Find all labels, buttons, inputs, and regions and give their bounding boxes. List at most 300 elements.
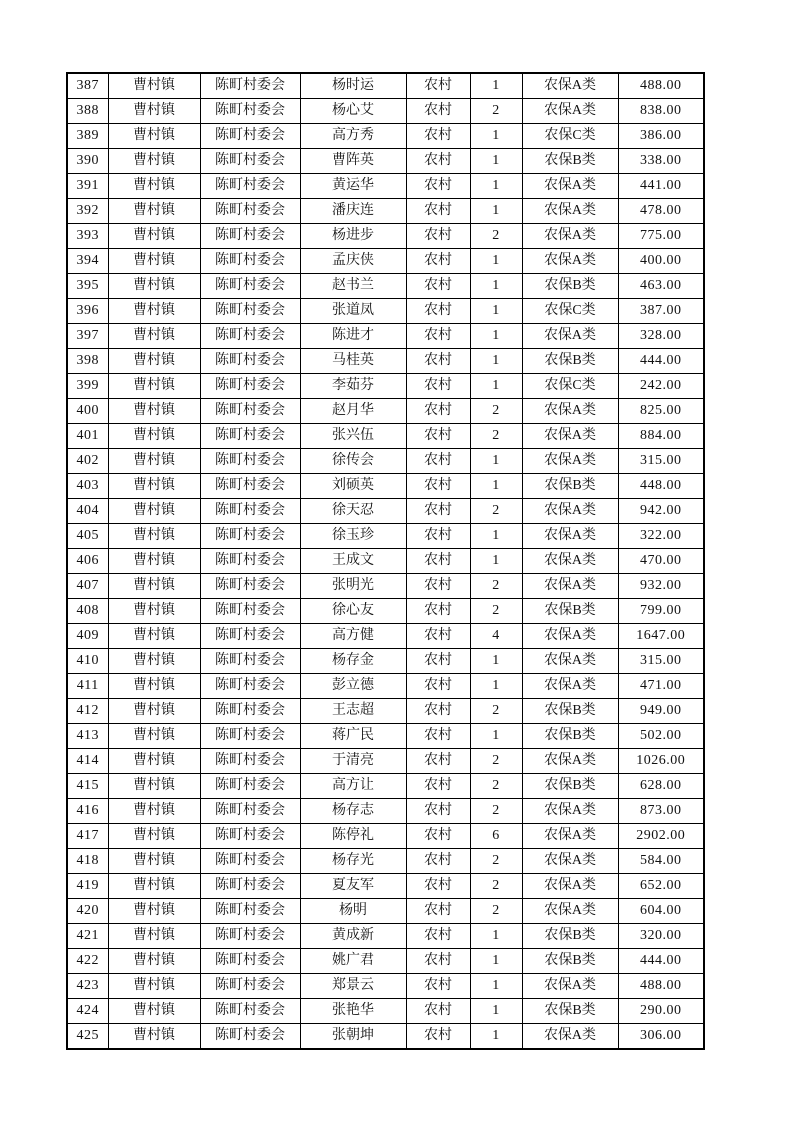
cell-person-count: 1 [470,924,522,949]
cell-person-name: 高方让 [300,774,406,799]
cell-category: 农村 [406,524,470,549]
cell-amount: 488.00 [618,73,704,99]
cell-amount: 652.00 [618,874,704,899]
cell-town: 曹村镇 [108,73,200,99]
cell-amount: 478.00 [618,199,704,224]
table-row [67,999,704,1024]
table-row [67,1024,704,1050]
cell-town: 曹村镇 [108,574,200,599]
table-row [67,674,704,699]
cell-village-committee: 陈町村委会 [200,699,300,724]
cell-insurance-type: 农保A类 [522,1024,618,1050]
cell-seq-number: 393 [67,224,108,249]
cell-person-count: 2 [470,499,522,524]
cell-amount: 320.00 [618,924,704,949]
cell-village-committee: 陈町村委会 [200,874,300,899]
cell-amount: 838.00 [618,99,704,124]
cell-category: 农村 [406,349,470,374]
table-row [67,73,704,99]
cell-person-count: 1 [470,324,522,349]
table-row [67,799,704,824]
table-row [67,224,704,249]
cell-insurance-type: 农保A类 [522,499,618,524]
cell-category: 农村 [406,799,470,824]
cell-insurance-type: 农保A类 [522,399,618,424]
cell-village-committee: 陈町村委会 [200,624,300,649]
table-row [67,499,704,524]
cell-amount: 444.00 [618,949,704,974]
cell-person-count: 4 [470,624,522,649]
cell-person-name: 马桂英 [300,349,406,374]
cell-person-count: 1 [470,374,522,399]
cell-town: 曹村镇 [108,799,200,824]
cell-village-committee: 陈町村委会 [200,899,300,924]
cell-town: 曹村镇 [108,749,200,774]
cell-seq-number: 387 [67,73,108,99]
cell-village-committee: 陈町村委会 [200,924,300,949]
cell-person-name: 杨存志 [300,799,406,824]
cell-town: 曹村镇 [108,699,200,724]
cell-person-count: 1 [470,1024,522,1050]
cell-amount: 502.00 [618,724,704,749]
cell-insurance-type: 农保A类 [522,574,618,599]
cell-amount: 1647.00 [618,624,704,649]
cell-amount: 328.00 [618,324,704,349]
cell-person-name: 陈进才 [300,324,406,349]
cell-amount: 799.00 [618,599,704,624]
cell-insurance-type: 农保A类 [522,974,618,999]
table-row [67,774,704,799]
cell-insurance-type: 农保B类 [522,349,618,374]
cell-village-committee: 陈町村委会 [200,774,300,799]
cell-person-count: 1 [470,149,522,174]
cell-person-count: 2 [470,899,522,924]
table-row [67,974,704,999]
cell-category: 农村 [406,199,470,224]
cell-town: 曹村镇 [108,874,200,899]
cell-amount: 290.00 [618,999,704,1024]
table-row [67,749,704,774]
cell-category: 农村 [406,649,470,674]
cell-amount: 448.00 [618,474,704,499]
cell-seq-number: 408 [67,599,108,624]
cell-insurance-type: 农保A类 [522,524,618,549]
cell-seq-number: 407 [67,574,108,599]
cell-category: 农村 [406,1024,470,1050]
cell-person-count: 2 [470,799,522,824]
table-row [67,149,704,174]
table-row [67,699,704,724]
cell-person-name: 张艳华 [300,999,406,1024]
cell-person-name: 孟庆侠 [300,249,406,274]
cell-town: 曹村镇 [108,999,200,1024]
cell-insurance-type: 农保B类 [522,774,618,799]
table-row [67,824,704,849]
table-row [67,549,704,574]
cell-amount: 306.00 [618,1024,704,1050]
cell-town: 曹村镇 [108,474,200,499]
cell-village-committee: 陈町村委会 [200,499,300,524]
cell-amount: 387.00 [618,299,704,324]
cell-person-count: 2 [470,224,522,249]
cell-category: 农村 [406,774,470,799]
cell-insurance-type: 农保C类 [522,374,618,399]
cell-town: 曹村镇 [108,824,200,849]
cell-town: 曹村镇 [108,274,200,299]
cell-person-name: 杨明 [300,899,406,924]
cell-seq-number: 389 [67,124,108,149]
cell-town: 曹村镇 [108,99,200,124]
cell-person-name: 夏友军 [300,874,406,899]
cell-category: 农村 [406,999,470,1024]
pension-records-table [66,72,705,1050]
table-row [67,274,704,299]
cell-insurance-type: 农保A类 [522,874,618,899]
cell-category: 农村 [406,399,470,424]
cell-insurance-type: 农保B类 [522,474,618,499]
cell-person-name: 赵书兰 [300,274,406,299]
cell-person-name: 郑景云 [300,974,406,999]
cell-category: 农村 [406,899,470,924]
cell-seq-number: 425 [67,1024,108,1050]
cell-seq-number: 414 [67,749,108,774]
cell-category: 农村 [406,449,470,474]
cell-person-name: 杨进步 [300,224,406,249]
cell-town: 曹村镇 [108,449,200,474]
cell-village-committee: 陈町村委会 [200,649,300,674]
cell-seq-number: 396 [67,299,108,324]
cell-person-name: 姚广君 [300,949,406,974]
cell-insurance-type: 农保B类 [522,274,618,299]
cell-seq-number: 391 [67,174,108,199]
cell-insurance-type: 农保A类 [522,674,618,699]
cell-insurance-type: 农保A类 [522,324,618,349]
cell-amount: 628.00 [618,774,704,799]
cell-town: 曹村镇 [108,599,200,624]
cell-category: 农村 [406,249,470,274]
cell-category: 农村 [406,574,470,599]
cell-town: 曹村镇 [108,724,200,749]
cell-amount: 315.00 [618,649,704,674]
table-row [67,299,704,324]
cell-person-count: 2 [470,699,522,724]
cell-person-count: 2 [470,849,522,874]
cell-insurance-type: 农保A类 [522,749,618,774]
table-row [67,724,704,749]
cell-seq-number: 400 [67,399,108,424]
cell-amount: 1026.00 [618,749,704,774]
table-row [67,399,704,424]
cell-town: 曹村镇 [108,199,200,224]
cell-person-count: 1 [470,299,522,324]
cell-insurance-type: 农保A类 [522,174,618,199]
cell-category: 农村 [406,674,470,699]
cell-category: 农村 [406,374,470,399]
cell-person-name: 于清亮 [300,749,406,774]
cell-seq-number: 423 [67,974,108,999]
cell-person-count: 2 [470,99,522,124]
cell-seq-number: 403 [67,474,108,499]
cell-village-committee: 陈町村委会 [200,199,300,224]
cell-village-committee: 陈町村委会 [200,73,300,99]
cell-person-count: 1 [470,524,522,549]
cell-person-count: 1 [470,549,522,574]
cell-seq-number: 422 [67,949,108,974]
cell-person-count: 2 [470,574,522,599]
cell-village-committee: 陈町村委会 [200,949,300,974]
cell-person-name: 张朝坤 [300,1024,406,1050]
cell-village-committee: 陈町村委会 [200,449,300,474]
cell-town: 曹村镇 [108,649,200,674]
cell-amount: 873.00 [618,799,704,824]
cell-seq-number: 419 [67,874,108,899]
cell-insurance-type: 农保A类 [522,449,618,474]
cell-person-count: 6 [470,824,522,849]
cell-person-name: 杨心艾 [300,99,406,124]
cell-person-name: 王成文 [300,549,406,574]
cell-amount: 825.00 [618,399,704,424]
cell-insurance-type: 农保A类 [522,824,618,849]
cell-seq-number: 424 [67,999,108,1024]
cell-amount: 470.00 [618,549,704,574]
cell-person-count: 1 [470,974,522,999]
table-row [67,949,704,974]
cell-village-committee: 陈町村委会 [200,299,300,324]
cell-village-committee: 陈町村委会 [200,674,300,699]
cell-village-committee: 陈町村委会 [200,974,300,999]
cell-person-count: 1 [470,674,522,699]
cell-amount: 775.00 [618,224,704,249]
cell-person-count: 2 [470,399,522,424]
cell-person-name: 王志超 [300,699,406,724]
cell-town: 曹村镇 [108,349,200,374]
cell-category: 农村 [406,499,470,524]
cell-person-count: 1 [470,449,522,474]
cell-seq-number: 418 [67,849,108,874]
cell-village-committee: 陈町村委会 [200,274,300,299]
table-row [67,574,704,599]
cell-person-name: 赵月华 [300,399,406,424]
cell-seq-number: 417 [67,824,108,849]
cell-category: 农村 [406,874,470,899]
cell-seq-number: 412 [67,699,108,724]
cell-seq-number: 398 [67,349,108,374]
cell-seq-number: 406 [67,549,108,574]
table-row [67,124,704,149]
cell-seq-number: 421 [67,924,108,949]
table-row [67,424,704,449]
cell-insurance-type: 农保B类 [522,724,618,749]
cell-seq-number: 401 [67,424,108,449]
cell-person-name: 彭立德 [300,674,406,699]
cell-person-name: 李茹芬 [300,374,406,399]
cell-village-committee: 陈町村委会 [200,224,300,249]
cell-person-name: 徐心友 [300,599,406,624]
cell-seq-number: 413 [67,724,108,749]
cell-person-count: 1 [470,999,522,1024]
cell-amount: 441.00 [618,174,704,199]
cell-seq-number: 402 [67,449,108,474]
cell-village-committee: 陈町村委会 [200,249,300,274]
cell-category: 农村 [406,99,470,124]
cell-person-count: 1 [470,474,522,499]
cell-seq-number: 420 [67,899,108,924]
cell-village-committee: 陈町村委会 [200,749,300,774]
cell-insurance-type: 农保A类 [522,99,618,124]
cell-seq-number: 416 [67,799,108,824]
table-row [67,349,704,374]
cell-insurance-type: 农保A类 [522,899,618,924]
cell-amount: 584.00 [618,849,704,874]
cell-category: 农村 [406,849,470,874]
cell-seq-number: 409 [67,624,108,649]
cell-amount: 604.00 [618,899,704,924]
cell-town: 曹村镇 [108,149,200,174]
cell-town: 曹村镇 [108,249,200,274]
cell-town: 曹村镇 [108,674,200,699]
cell-category: 农村 [406,549,470,574]
cell-seq-number: 399 [67,374,108,399]
cell-insurance-type: 农保C类 [522,299,618,324]
cell-person-name: 徐玉珍 [300,524,406,549]
cell-village-committee: 陈町村委会 [200,849,300,874]
cell-village-committee: 陈町村委会 [200,149,300,174]
cell-amount: 444.00 [618,349,704,374]
cell-category: 农村 [406,824,470,849]
cell-seq-number: 395 [67,274,108,299]
cell-insurance-type: 农保A类 [522,649,618,674]
cell-insurance-type: 农保A类 [522,549,618,574]
table-row [67,924,704,949]
cell-person-count: 1 [470,649,522,674]
cell-category: 农村 [406,474,470,499]
table-row [67,649,704,674]
cell-insurance-type: 农保B类 [522,149,618,174]
cell-village-committee: 陈町村委会 [200,424,300,449]
cell-person-name: 黄成新 [300,924,406,949]
cell-person-name: 陈停礼 [300,824,406,849]
cell-amount: 338.00 [618,149,704,174]
cell-town: 曹村镇 [108,124,200,149]
cell-category: 农村 [406,424,470,449]
cell-amount: 242.00 [618,374,704,399]
cell-person-name: 高方秀 [300,124,406,149]
cell-person-count: 1 [470,274,522,299]
cell-town: 曹村镇 [108,374,200,399]
cell-person-name: 张兴伍 [300,424,406,449]
cell-village-committee: 陈町村委会 [200,1024,300,1050]
table-row [67,324,704,349]
cell-village-committee: 陈町村委会 [200,474,300,499]
cell-person-count: 1 [470,249,522,274]
cell-person-name: 徐传会 [300,449,406,474]
cell-village-committee: 陈町村委会 [200,799,300,824]
cell-insurance-type: 农保B类 [522,599,618,624]
cell-town: 曹村镇 [108,424,200,449]
cell-category: 农村 [406,73,470,99]
cell-town: 曹村镇 [108,174,200,199]
cell-insurance-type: 农保A类 [522,424,618,449]
cell-insurance-type: 农保B类 [522,999,618,1024]
cell-insurance-type: 农保A类 [522,849,618,874]
cell-category: 农村 [406,299,470,324]
cell-village-committee: 陈町村委会 [200,349,300,374]
cell-town: 曹村镇 [108,524,200,549]
cell-category: 农村 [406,599,470,624]
cell-person-name: 蒋广民 [300,724,406,749]
table-row [67,249,704,274]
cell-person-name: 杨存光 [300,849,406,874]
table-row [67,374,704,399]
cell-category: 农村 [406,149,470,174]
cell-village-committee: 陈町村委会 [200,124,300,149]
table-row [67,474,704,499]
cell-amount: 400.00 [618,249,704,274]
cell-category: 农村 [406,624,470,649]
cell-category: 农村 [406,124,470,149]
cell-village-committee: 陈町村委会 [200,574,300,599]
table-row [67,99,704,124]
cell-seq-number: 404 [67,499,108,524]
cell-village-committee: 陈町村委会 [200,524,300,549]
cell-town: 曹村镇 [108,1024,200,1050]
cell-person-count: 1 [470,199,522,224]
cell-category: 农村 [406,924,470,949]
cell-amount: 488.00 [618,974,704,999]
cell-village-committee: 陈町村委会 [200,549,300,574]
cell-seq-number: 392 [67,199,108,224]
cell-person-name: 杨存金 [300,649,406,674]
cell-amount: 471.00 [618,674,704,699]
cell-person-count: 1 [470,174,522,199]
cell-person-name: 黄运华 [300,174,406,199]
cell-amount: 884.00 [618,424,704,449]
cell-village-committee: 陈町村委会 [200,599,300,624]
cell-category: 农村 [406,974,470,999]
table-row [67,899,704,924]
cell-amount: 315.00 [618,449,704,474]
cell-person-count: 2 [470,599,522,624]
cell-seq-number: 397 [67,324,108,349]
cell-insurance-type: 农保C类 [522,124,618,149]
table-row [67,624,704,649]
table-row [67,449,704,474]
cell-amount: 932.00 [618,574,704,599]
cell-village-committee: 陈町村委会 [200,824,300,849]
cell-village-committee: 陈町村委会 [200,399,300,424]
cell-town: 曹村镇 [108,399,200,424]
cell-person-count: 1 [470,349,522,374]
cell-town: 曹村镇 [108,774,200,799]
cell-town: 曹村镇 [108,899,200,924]
cell-village-committee: 陈町村委会 [200,724,300,749]
table-row [67,174,704,199]
cell-person-name: 杨时运 [300,73,406,99]
table-row [67,599,704,624]
table-row [67,849,704,874]
cell-person-count: 2 [470,774,522,799]
cell-person-name: 张道凤 [300,299,406,324]
cell-insurance-type: 农保A类 [522,799,618,824]
cell-seq-number: 410 [67,649,108,674]
cell-town: 曹村镇 [108,624,200,649]
cell-person-count: 1 [470,949,522,974]
cell-category: 农村 [406,274,470,299]
cell-insurance-type: 农保A类 [522,199,618,224]
cell-person-name: 张明光 [300,574,406,599]
cell-category: 农村 [406,724,470,749]
cell-insurance-type: 农保A类 [522,224,618,249]
